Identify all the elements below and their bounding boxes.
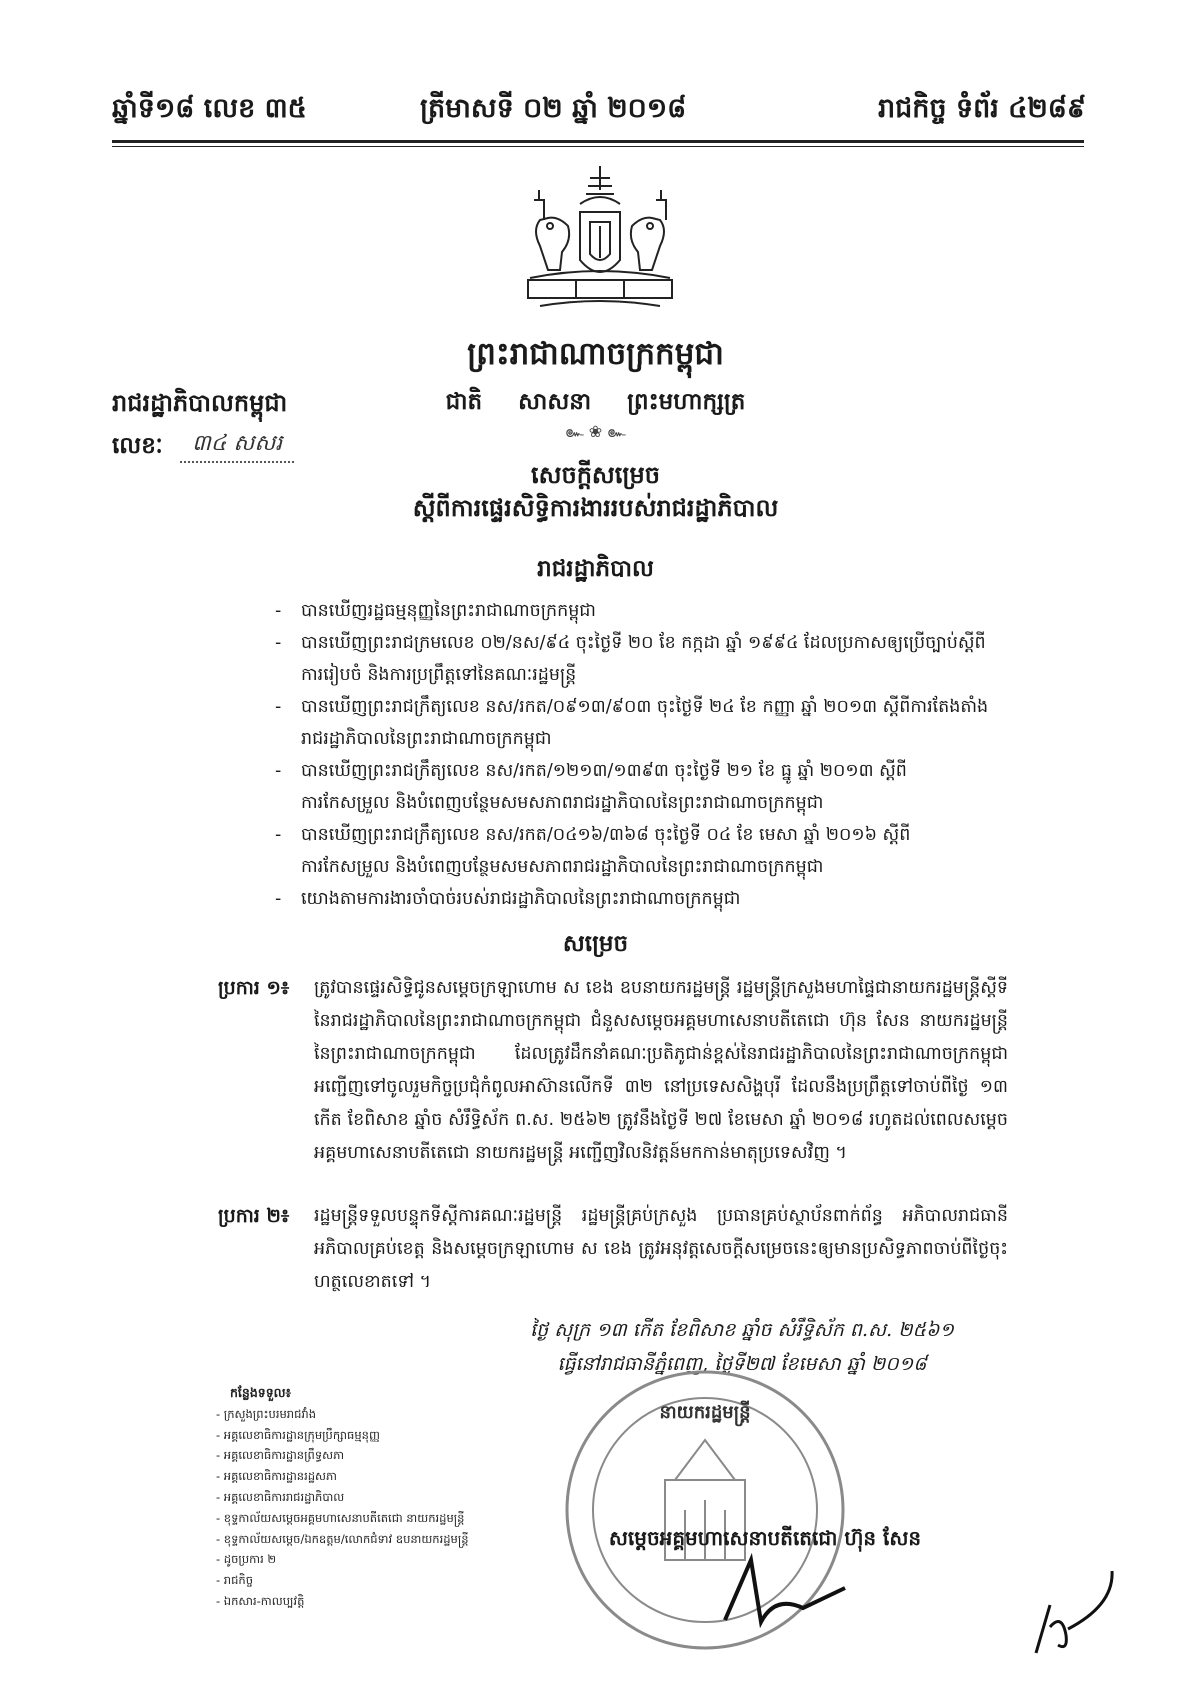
section-heading-decide: សម្រេច: [562, 930, 629, 957]
article-label: ប្រការ ២៖: [218, 1205, 290, 1227]
government-name: រាជរដ្ឋាភិបាលកម្ពុជា: [112, 388, 288, 417]
recipient-item: - ខុទ្ទកាល័យសម្តេចអគ្គមហាសេនាបតីតេជោ នាយករដ្ឋមន្ត្រី: [216, 1510, 465, 1525]
article-1: [218, 972, 1008, 1170]
recipient-item: - ឯកសារ-កាលប្បវត្តិ: [216, 1593, 305, 1608]
national-motto: ជាតិ សាសនា ព្រះមហាក្សត្រ: [445, 388, 746, 415]
reference-item: - បានឃើញព្រះរាជក្រមលេខ ០២/នស/៩៤ ចុះថ្ងៃទី ២០ ខែ កក្កដា ឆ្នាំ ១៩៩៤ ដែលប្រកាសឲ្យប្រើច្បាប់ស្តីពីការរៀបចំ និងការប្រព្រឹត្តទៅនៃគណៈរដ្ឋមន្ត្រី: [275, 633, 986, 685]
recipient-item: - ដូចប្រការ ២: [216, 1552, 277, 1567]
reference-item: - បានឃើញរដ្ឋធម្មនុញ្ញនៃព្រះរាជាណាចក្រកម្ពុជា: [275, 601, 596, 621]
document-title: ស្តីពីការផ្ទេរសិទ្ធិការងាររបស់រាជរដ្ឋាភិបាល: [412, 493, 779, 522]
recipients-list: [216, 1383, 469, 1612]
stamp-label: នាយករដ្ឋមន្ត្រី: [659, 1402, 751, 1423]
reference-item: - បានឃើញព្រះរាជក្រឹត្យលេខ នស/រកត/០៩១៣/៩០៣ ចុះថ្ងៃទី ២៤ ខែ កញ្ញា ឆ្នាំ ២០១៣ ស្តីពីការតែងតាំងរាជរដ្ឋាភិបាលនៃព្រះរាជាណាចក្រកម្ពុជា: [275, 697, 989, 749]
ornament-divider: ๛ ❀ ๛: [565, 422, 626, 441]
article-label: ប្រការ ១៖: [218, 977, 290, 999]
recipient-item: - អគ្គលេខាធិការដ្ឋានក្រុមប្រឹក្សាធម្មនុញ្ញ: [216, 1427, 380, 1442]
header-quarter: ត្រីមាសទី ០២ ឆ្នាំ ២០១៨: [420, 93, 687, 124]
reference-item: - យោងតាមការងារចាំបាច់របស់រាជរដ្ឋាភិបាលនៃព្រះរាជាណាចក្រកម្ពុជា: [275, 889, 741, 909]
doc-number-value: ៣៤ សសរ: [180, 429, 294, 463]
doc-number-label: លេខៈ: [112, 432, 163, 459]
royal-arms-emblem-icon: [510, 160, 690, 320]
recipient-item: - រាជកិច្ច: [216, 1573, 254, 1588]
recipient-item: - អគ្គលេខាធិការដ្ឋានព្រឹទ្ធសភា: [216, 1448, 345, 1463]
recipient-item: - អគ្គលេខាធិការរាជរដ្ឋាភិបាល: [216, 1489, 345, 1504]
article-text: ត្រូវបានផ្ទេរសិទ្ធិជូនសម្តេចក្រឡាហោម ស ខេង ឧបនាយករដ្ឋមន្ត្រី រដ្ឋមន្ត្រីក្រសួងមហាផ្ទៃជានាយករដ្ឋមន្ត្រីស្តីទីនៃរាជរដ្ឋាភិបាលនៃព្រះរាជាណាចក្រកម្ពុជា ជំនួសសម្តេចអគ្គមហាសេនាបតីតេជោ ហ៊ុន សែន នាយករដ្ឋមន្ត្រីនៃព្រះរាជាណាចក្រកម្ពុជា ដែលត្រូវដឹកនាំគណៈប្រតិភូជាន់ខ្ពស់នៃរាជរដ្ឋាភិបាលនៃព្រះរាជាណាចក្រកម្ពុជា អញ្ជើញទៅចូលរួមកិច្ចប្រជុំកំពូលអាស៊ានលើកទី ៣២ នៅប្រទេសសិង្ហបុរី ដែលនឹងប្រព្រឹត្តទៅចាប់ពីថ្ងៃ ១៣ កើត ខែពិសាខ ឆ្នាំច សំរឹទ្ធិស័ក ព.ស. ២៥៦២ ត្រូវនឹងថ្ងៃទី ២៧ ខែមេសា ឆ្នាំ ២០១៨ រហូតដល់ពេលសម្តេចអគ្គមហាសេនាបតីតេជោ នាយករដ្ឋមន្ត្រី អញ្ជើញវិលនិវត្តន៍មកកាន់មាតុប្រទេសវិញ ។: [314, 978, 1008, 1163]
solar-date-place: ធ្វើនៅរាជធានីភ្នំពេញ, ថ្ងៃទី២៧ ខែមេសា ឆ្នាំ ២០១៨: [557, 1353, 927, 1375]
handwritten-signature-icon: [725, 1560, 845, 1622]
reference-item: - បានឃើញព្រះរាជក្រឹត្យលេខ នស/រកត/០៤១៦/៣៦៨ ចុះថ្ងៃទី ០៤ ខែ មេសា ឆ្នាំ ២០១៦ ស្តីពីការកែសម្រួល និងបំពេញបន្ថែមសមសភាពរាជរដ្ឋាភិបាលនៃព្រះរាជាណាចក្រកម្ពុជា: [275, 825, 911, 877]
article-text: រដ្ឋមន្ត្រីទទួលបន្ទុកទីស្តីការគណៈរដ្ឋមន្ត្រី រដ្ឋមន្ត្រីគ្រប់ក្រសួង ប្រធានគ្រប់ស្ថាប័នពាក់ព័ន្ធ អភិបាលរាជធានី អភិបាលគ្រប់ខេត្ត និងសម្តេចក្រឡាហោម ស ខេង ត្រូវអនុវត្តសេចក្តីសម្រេចនេះឲ្យមានប្រសិទ្ធភាពចាប់ពីថ្ងៃចុះហត្ថលេខាតទៅ ។: [314, 1206, 1008, 1292]
header-year-issue: ឆ្នាំទី១៨ លេខ ៣៥: [112, 93, 307, 124]
recipient-item: - ខុទ្ទកាល័យសម្តេច/ឯកឧត្តម/លោកជំទាវ ឧបនាយករដ្ឋមន្ត្រី: [216, 1531, 469, 1546]
article-2: [218, 1200, 1008, 1299]
official-seal-stamp-icon: [555, 1360, 855, 1660]
recipient-item: - ក្រសួងព្រះបរមរាជវាំង: [216, 1406, 317, 1421]
header-rule: [112, 140, 1084, 143]
lunar-date: ថ្ងៃ សុក្រ ១៣ កើត ខែពិសាខ ឆ្នាំច សំរឹទ្ធិស័ក ព.ស. ២៥៦១: [530, 1319, 954, 1341]
recipient-item: - អគ្គលេខាធិការដ្ឋានរដ្ឋសភា: [216, 1469, 337, 1484]
header-rule-thin: [112, 146, 1084, 147]
header-page-number: រាជកិច្ច ទំព័រ ៤២៨៩: [878, 93, 1086, 124]
document-type: សេចក្តីសម្រេច: [530, 460, 661, 489]
signer-name: សម្តេចអគ្គមហាសេនាបតីតេជោ ហ៊ុន សែន: [608, 1526, 922, 1550]
handwritten-initials-icon: [1028, 1565, 1118, 1660]
recipients-title: កន្លែងទទួល៖: [230, 1385, 292, 1400]
references-list: [275, 595, 995, 915]
section-heading-government: រាជរដ្ឋាភិបាល: [537, 555, 654, 582]
kingdom-title: ព្រះរាជាណាចក្រកម្ពុជា: [467, 336, 724, 372]
reference-item: - បានឃើញព្រះរាជក្រឹត្យលេខ នស/រកត/១២១៣/១៣៩៣ ចុះថ្ងៃទី ២១ ខែ ធ្នូ ឆ្នាំ ២០១៣ ស្តីពីការកែសម្រួល និងបំពេញបន្ថែមសមសភាពរាជរដ្ឋាភិបាលនៃព្រះរាជាណាចក្រកម្ពុជា: [275, 761, 907, 813]
